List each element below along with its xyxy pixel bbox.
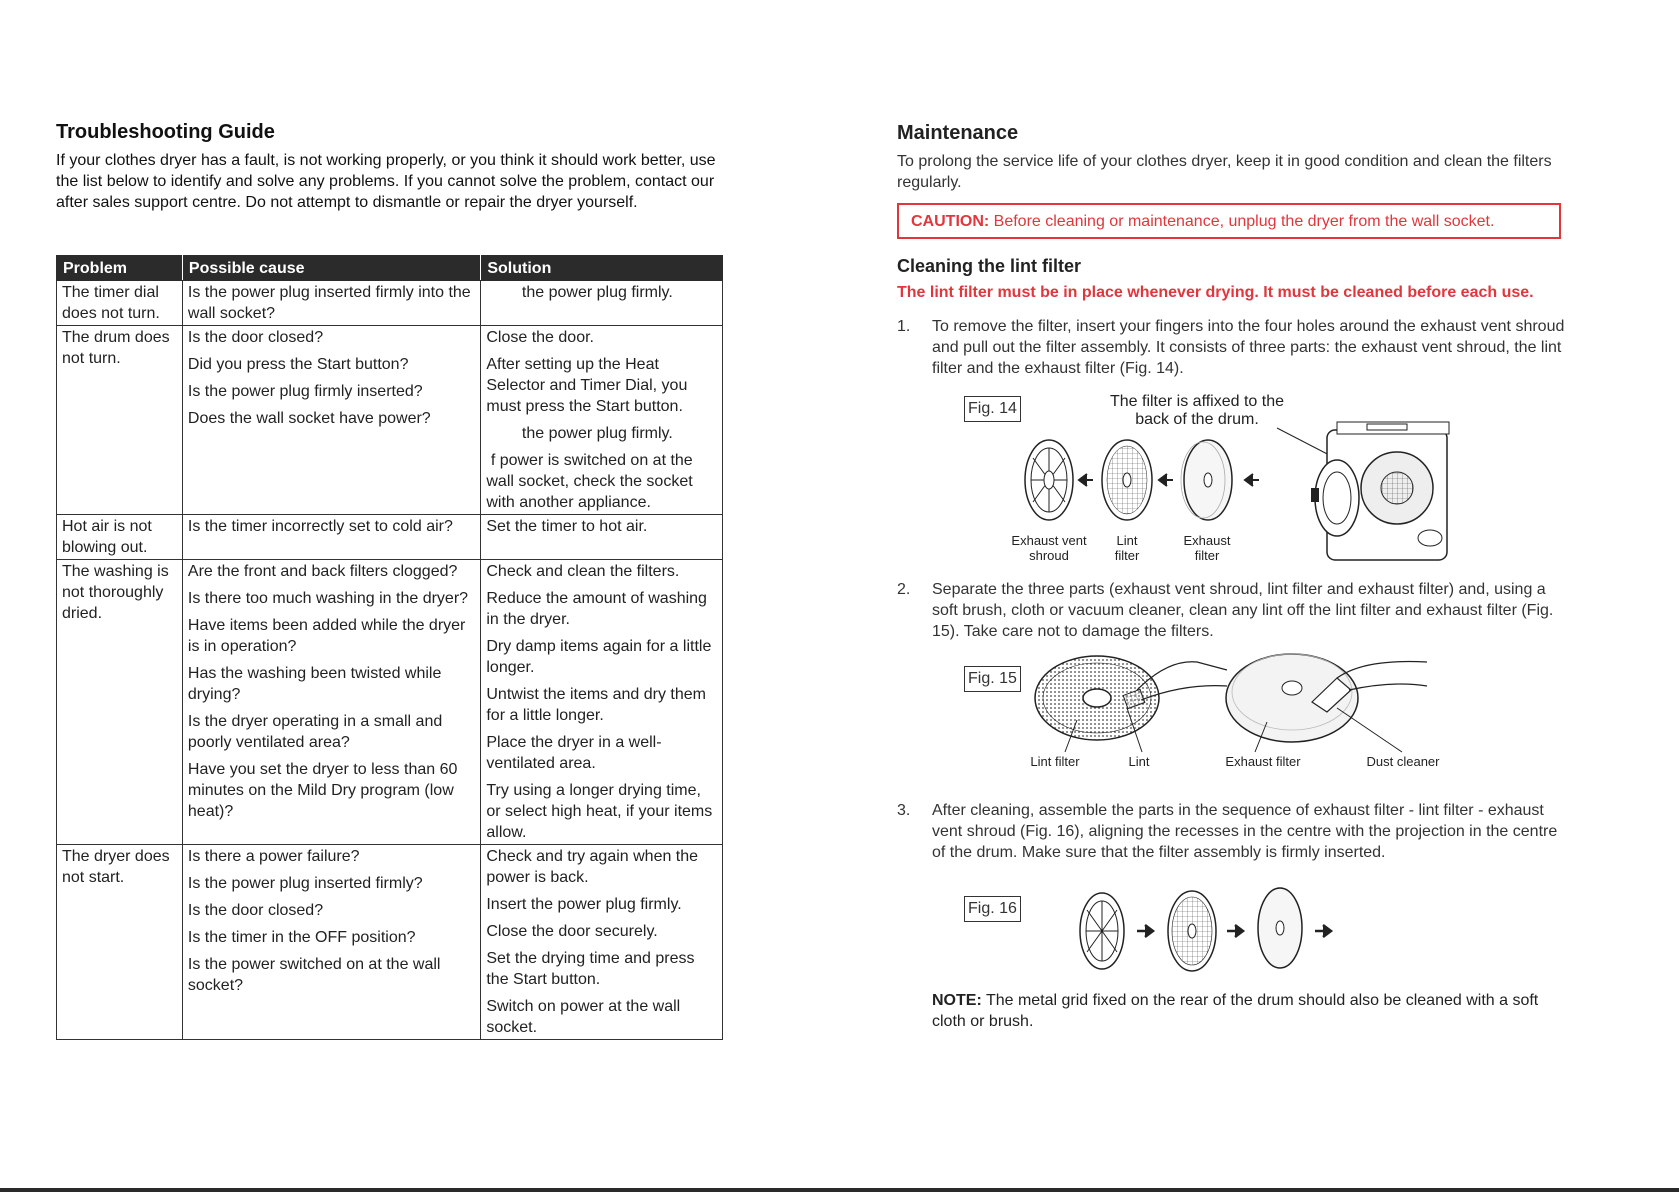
solution-cell	[481, 326, 723, 515]
solution-item: Check and try again when the power is back.	[486, 848, 703, 886]
fig14-callout: The filter is affixed to the back of the drum.	[1109, 393, 1284, 428]
header-problem: Problem	[57, 256, 183, 281]
exhaust-filter-icon	[1181, 440, 1232, 520]
table-body	[57, 281, 723, 1040]
figure-14	[897, 388, 1567, 568]
fig15-cap-exhaust: Exhaust filter	[1225, 754, 1301, 769]
cause-item: Did you press the Start button?	[187, 356, 409, 373]
step-1	[897, 316, 1567, 379]
cause-cell	[182, 845, 480, 1040]
solution-item: f power is switched on at the wall socket, check the socket with another appliance.	[486, 452, 698, 511]
solution-item: Untwist the items and dry them for a little longer.	[486, 686, 711, 724]
solution-item: Close the door.	[486, 329, 594, 346]
solution-item: Dry damp items again for a little longer.	[486, 638, 716, 676]
cause-item: Is the power plug inserted firmly into the wall socket?	[187, 284, 476, 322]
lint-filter-icon	[1102, 440, 1152, 520]
cause-item: Is the door closed?	[187, 902, 324, 919]
fig15-cap-lintfilter: Lint filter	[1030, 754, 1080, 769]
cause-cell	[182, 281, 480, 326]
cause-item: Have items been added while the dryer is in operation?	[187, 617, 470, 655]
caution-label: CAUTION:	[911, 213, 990, 230]
solution-item: the power plug firmly.	[486, 284, 673, 301]
solution-cell	[481, 515, 723, 560]
caution-text: Before cleaning or maintenance, unplug the dryer from the wall socket.	[989, 213, 1495, 230]
solution-item: Switch on power at the wall socket.	[486, 998, 685, 1036]
problem-cell: Hot air is not blowing out.	[57, 515, 183, 560]
problem-cell: The washing is not thoroughly dried.	[57, 560, 183, 845]
table-row	[57, 326, 723, 515]
maintenance-intro: To prolong the service life of your clothes dryer, keep it in good condition and clean the filters regularly.	[897, 153, 1552, 191]
caution-box	[897, 203, 1561, 239]
solution-item: Try using a longer drying time, or select high heat, if your items allow.	[486, 782, 717, 841]
figure-15	[897, 650, 1567, 770]
solution-item: the power plug firmly.	[486, 425, 673, 442]
step-number: 1.	[897, 318, 911, 335]
page-bottom-border	[0, 1188, 1679, 1192]
lint-filter-cleaning-icon	[1035, 656, 1227, 752]
problem-cell: The dryer does not start.	[57, 845, 183, 1040]
cause-item: Is there a power failure?	[187, 848, 360, 865]
fig14-label: Fig. 14	[964, 396, 1021, 422]
cause-item: Is the power plug inserted firmly?	[187, 875, 423, 892]
cause-item: Have you set the dryer to less than 60 minutes on the Mild Dry program (low heat)?	[187, 761, 462, 820]
troubleshooting-title: Troubleshooting Guide	[56, 121, 275, 143]
table-row	[57, 515, 723, 560]
solution-item: Set the drying time and press the Start button.	[486, 950, 699, 988]
solution-item: After setting up the Heat Selector and Timer Dial, you must press the Start button.	[486, 356, 692, 415]
fig14-cap-exhaust: Exhaust filter	[1183, 533, 1231, 563]
solution-cell	[481, 845, 723, 1040]
header-solution: Solution	[481, 256, 723, 281]
cause-item: Has the washing been twisted while drying?	[187, 665, 446, 703]
cause-item: Is the door closed?	[187, 329, 324, 346]
troubleshooting-intro: If your clothes dryer has a fault, is not working properly, or you think it should work better, use the list below to identify and solve any problems. If you cannot solve the problem, contact our after sales support centre. Do not attempt to dismantle or repair the dryer yourself.	[56, 152, 716, 211]
exhaust-filter-cleaning-icon	[1226, 654, 1427, 752]
cause-cell	[182, 560, 480, 845]
fig15-cap-dust: Dust cleaner	[1366, 754, 1440, 769]
table-row	[57, 560, 723, 845]
fig16-drawing	[897, 886, 1567, 986]
header-cause: Possible cause	[182, 256, 480, 281]
step-3	[897, 800, 1567, 863]
maintenance-title: Maintenance	[897, 122, 1019, 144]
step-text: To remove the filter, insert your fingers into the four holes around the exhaust vent shroud and pull out the filter assembly. It consists of three parts: the exhaust vent shroud, the lint filter and the exhaust filter (Fig. 14).	[932, 318, 1565, 377]
lint-filter-warning: The lint filter must be in place whenever drying. It must be cleaned before each use.	[897, 284, 1534, 301]
solution-item: Insert the power plug firmly.	[486, 896, 682, 913]
fig16-label: Fig. 16	[964, 896, 1021, 922]
exhaust-vent-shroud-icon	[1025, 440, 1073, 520]
maintenance-note	[932, 990, 1572, 1032]
exhaust-filter-icon	[1258, 888, 1302, 968]
step-text: After cleaning, assemble the parts in the sequence of exhaust filter - lint filter - exhaust vent shroud (Fig. 16), aligning the recesses in the centre with the projection in the centre of the drum. Make sure that the filter assembly is firmly inserted.	[932, 802, 1558, 861]
fig15-drawing	[897, 650, 1567, 770]
cause-item: Is the dryer operating in a small and poorly ventilated area?	[187, 713, 447, 751]
problem-cell: The timer dial does not turn.	[57, 281, 183, 326]
cause-item: Does the wall socket have power?	[187, 410, 431, 427]
dryer-icon	[1311, 422, 1449, 560]
fig14-cap-lint: Lint filter	[1114, 533, 1140, 563]
solution-item: Set the timer to hot air.	[486, 518, 648, 535]
table-row	[57, 845, 723, 1040]
exhaust-vent-shroud-icon	[1080, 893, 1124, 969]
fig15-label: Fig. 15	[964, 666, 1021, 692]
figure-16	[897, 886, 1567, 986]
cause-item: Are the front and back filters clogged?	[187, 563, 458, 580]
fig14-cap-shroud: Exhaust vent shroud	[1011, 533, 1087, 563]
solution-item: Place the dryer in a well-ventilated area.	[486, 734, 662, 772]
lint-filter-icon	[1168, 891, 1216, 971]
note-text: The metal grid fixed on the rear of the drum should also be cleaned with a soft cloth or brush.	[932, 992, 1539, 1030]
cause-cell	[182, 515, 480, 560]
step-text: Separate the three parts (exhaust vent shroud, lint filter and exhaust filter) and, using a soft brush, cloth or vacuum cleaner, clean any lint off the lint filter and exhaust filter (Fig. 15). Take care not to damage the filters.	[932, 581, 1554, 640]
cause-item: Is the timer incorrectly set to cold air?	[187, 518, 453, 535]
fig15-cap-lint: Lint	[1128, 754, 1150, 769]
solution-cell	[481, 281, 723, 326]
solution-cell	[481, 560, 723, 845]
cause-item: Is the timer in the OFF position?	[187, 929, 416, 946]
lint-filter-subtitle: Cleaning the lint filter	[897, 256, 1082, 276]
table-header-row	[57, 256, 723, 281]
cause-item: Is the power switched on at the wall socket?	[187, 956, 445, 994]
troubleshooting-table	[56, 255, 723, 1040]
table-row	[57, 281, 723, 326]
note-label: NOTE:	[932, 992, 982, 1009]
solution-item: Reduce the amount of washing in the dryer.	[486, 590, 712, 628]
solution-item: Close the door securely.	[486, 923, 658, 940]
step-number: 3.	[897, 802, 911, 819]
cause-item: Is the power plug firmly inserted?	[187, 383, 423, 400]
step-2	[897, 579, 1567, 642]
cause-item: Is there too much washing in the dryer?	[187, 590, 469, 607]
problem-cell: The drum does not turn.	[57, 326, 183, 515]
step-number: 2.	[897, 581, 911, 598]
solution-item: Check and clean the filters.	[486, 563, 680, 580]
cause-cell	[182, 326, 480, 515]
